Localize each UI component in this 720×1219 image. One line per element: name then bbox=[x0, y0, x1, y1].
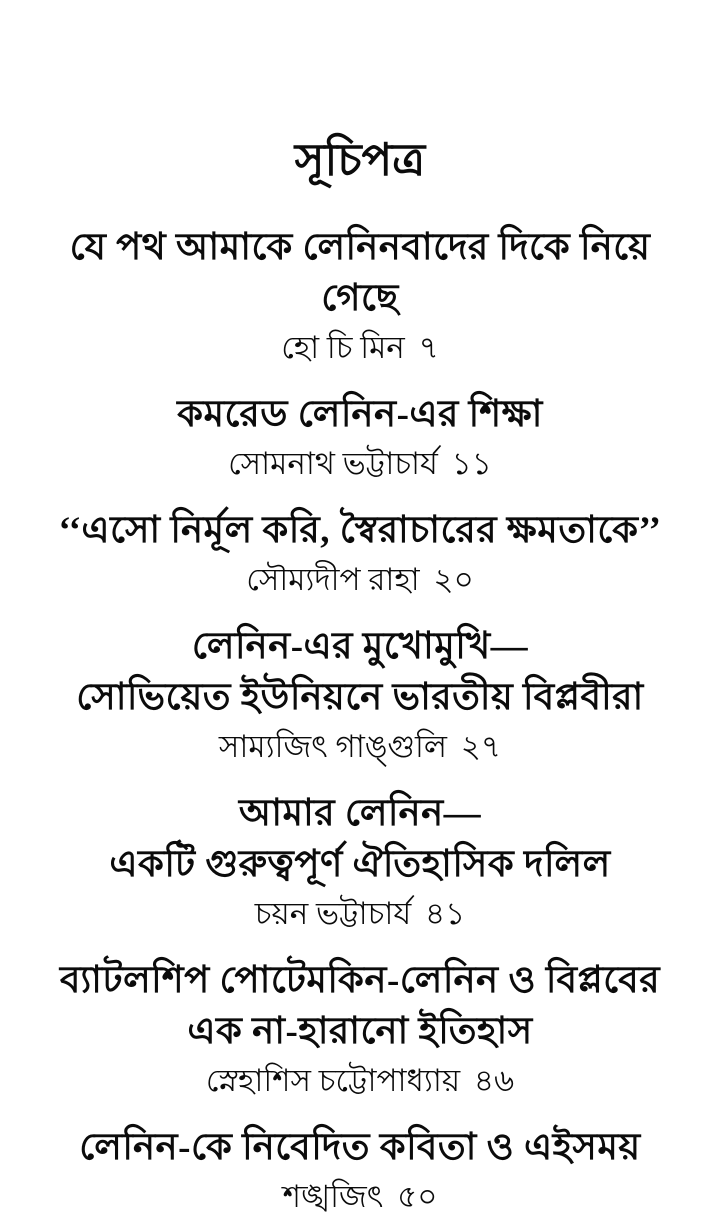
entry-title-line-2: সোভিয়েত ইউনিয়নে ভারতীয় বিপ্লবীরা bbox=[76, 677, 644, 718]
entry-byline bbox=[28, 557, 692, 602]
entry-author: সৌম্যদীপ রাহা bbox=[246, 562, 420, 597]
entry-byline bbox=[28, 891, 692, 936]
entry-byline bbox=[28, 724, 692, 769]
entry-title: লেনিন-কে নিবেদিত কবিতা ও এইসময় bbox=[79, 1127, 641, 1168]
entry-title: ‘‘এসো নির্মূল করি, স্বৈরাচারের ক্ষমতাকে’’ bbox=[58, 510, 662, 551]
entry-title: যে পথ আমাকে লেনিনবাদের দিকে নিয়ে গেছে bbox=[69, 227, 651, 319]
entry-title-line-2: একটি গুরুত্বপূর্ণ ঐতিহাসিক দলিল bbox=[109, 844, 611, 885]
toc-entry bbox=[28, 1122, 692, 1219]
entry-title-line-1: লেনিন-এর মুখোমুখি— bbox=[191, 626, 529, 667]
page-title: সূচিপত্র bbox=[294, 135, 426, 185]
entry-byline bbox=[28, 1058, 692, 1103]
entry-page-number: ১১ bbox=[451, 446, 492, 481]
entry-author: চয়ন ভট্টাচার্য bbox=[254, 896, 412, 931]
toc-entry bbox=[28, 222, 692, 370]
entry-author: হো চি মিন bbox=[281, 330, 405, 365]
entry-byline bbox=[28, 325, 692, 370]
toc-entry bbox=[28, 389, 692, 486]
entry-author: সাম্যজিৎ গাঙ্গুলি bbox=[218, 729, 448, 764]
entry-page-number: ৪১ bbox=[424, 896, 466, 931]
toc-entry bbox=[28, 955, 692, 1103]
entry-author: স্নেহাশিস চট্টোপাধ্যায় bbox=[205, 1063, 461, 1098]
toc-entry bbox=[28, 788, 692, 936]
entry-byline bbox=[28, 441, 692, 486]
toc-entry bbox=[28, 505, 692, 602]
entry-title-line-1: ব্যাটলশিপ পোটেমকিন-লেনিন ও বিপ্লবের bbox=[59, 960, 661, 1001]
entry-title-line-2: এক না-হারানো ইতিহাস bbox=[187, 1011, 533, 1052]
toc-entry bbox=[28, 621, 692, 769]
entry-title-line-1: আমার লেনিন— bbox=[238, 793, 482, 834]
entry-author: সোমনাথ ভট্টাচার্য bbox=[228, 446, 438, 481]
entry-page-number: ৫০ bbox=[397, 1179, 438, 1214]
entry-title: কমরেড লেনিন-এর শিক্ষা bbox=[177, 394, 543, 435]
entry-page-number: ৪৬ bbox=[473, 1063, 515, 1098]
entry-page-number: ২০ bbox=[433, 562, 474, 597]
entry-byline bbox=[28, 1174, 692, 1219]
entry-page-number: ২৭ bbox=[460, 729, 502, 764]
entry-page-number: ৭ bbox=[418, 330, 439, 365]
entry-author: শঙ্খজিৎ bbox=[282, 1179, 384, 1214]
